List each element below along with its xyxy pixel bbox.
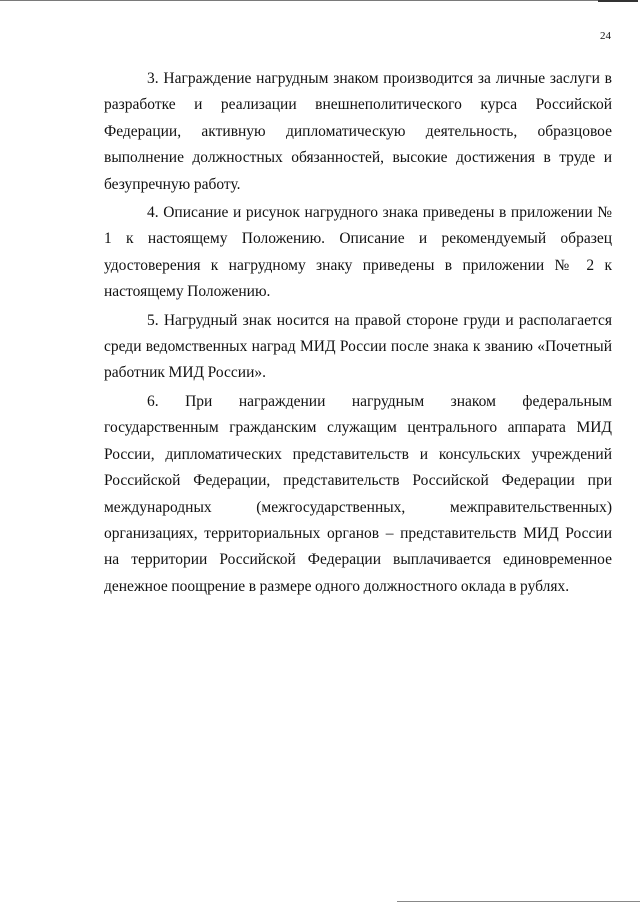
scan-edge-bottom	[397, 901, 640, 902]
paragraph-4-description-appendix: 4. Описание и рисунок нагрудного знака приведены в приложении № 1 к настоящему Положению. Описание и рекомендуемый образец удостоверения к нагрудному знаку приведены в приложении № 2 к настоящему Положению.	[104, 204, 612, 301]
paragraph-3-award-grounds: 3. Награждение нагрудным знаком производится за личные заслуги в разработке и реализации внешнеполитического курса Российской Федерации, активную дипломатическую деятельность, образцовое выполнение должностных обязанностей, высокие достижения в труде и безупречную работу.	[104, 70, 612, 193]
page-number: 24	[600, 30, 611, 42]
scan-edge-top-right	[598, 0, 638, 2]
document-body	[104, 66, 612, 602]
scan-edge-top	[0, 0, 630, 1]
paragraph-6-monetary-reward: 6. При награждении нагрудным знаком федеральным государственным гражданским служащим центрального аппарата МИД России, дипломатических представительств и консульских учреждений Российской Федерации, представительств Российской Федерации при международных (межгосударственных, межправительственных) организациях, территориальных органов – представительств МИД России на территории Российской Федерации выплачивается единовременное денежное поощрение в размере одного должностного оклада в рублях.	[104, 392, 612, 595]
paragraph-5-wearing-rules: 5. Нагрудный знак носится на правой стороне груди и располагается среди ведомственных наград МИД России после знака к званию «Почетный работник МИД России».	[104, 311, 612, 382]
